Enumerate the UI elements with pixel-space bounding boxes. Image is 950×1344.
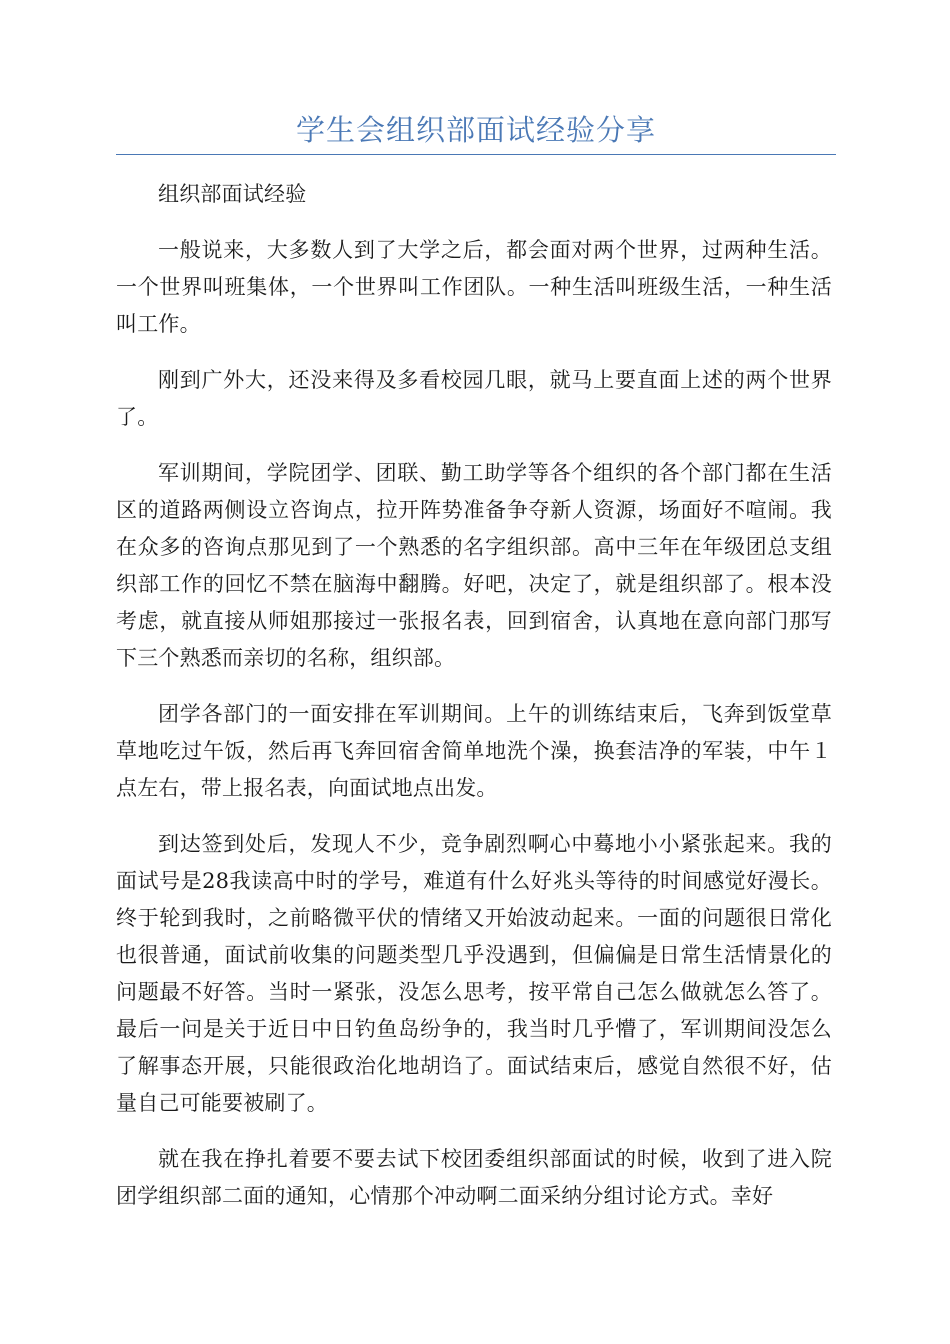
paragraph: 刚到广外大，还没来得及多看校园几眼，就马上要直面上述的两个世界了。 bbox=[116, 368, 832, 429]
document-title: 学生会组织部面试经验分享 bbox=[295, 113, 656, 147]
document-body bbox=[116, 176, 832, 1234]
paragraph: 军训期间，学院团学、团联、勤工助学等各个组织的各个部门都在生活区的道路两侧设立咨询点，拉开阵势准备争夺新人资源，场面好不喧闹。我在众多的咨询点那见到了一个熟悉的名字组织部。高中三年在年级团总支组织部工作的回忆不禁在脑海中翻腾。好吧，决定了，就是组织部了。根本没考虑，就直接从师姐那接过一张报名表，回到宿舍，认真地在意向部门那写下三个熟悉而亲切的名称，组织部。 bbox=[116, 461, 832, 670]
paragraph: 到达签到处后，发现人不少，竞争剧烈啊心中蓦地小小紧张起来。我的面试号是28我读高中时的学号，难道有什么好兆头等待的时间感觉好漫长。终于轮到我时，之前略微平伏的情绪又开始波动起来。一面的问题很日常化也很普通，面试前收集的问题类型几乎没遇到，但偏偏是日常生活情景化的问题最不好答。当时一紧张，没怎么思考，按平常自己怎么做就怎么答了。最后一问是关于近日中日钓鱼岛纷争的，我当时几乎懵了，军训期间没怎么了解事态开展，只能很政治化地胡诌了。面试结束后，感觉自然很不好，估量自己可能要被刷了。 bbox=[116, 832, 832, 1115]
paragraph: 一般说来，大多数人到了大学之后，都会面对两个世界，过两种生活。一个世界叫班集体，一个世界叫工作团队。一种生活叫班级生活，一种生活叫工作。 bbox=[116, 238, 832, 336]
paragraph-heading: 组织部面试经验 bbox=[158, 182, 307, 206]
paragraph: 就在我在挣扎着要不要去试下校团委组织部面试的时候，收到了进入院团学组织部二面的通知，心情那个冲动啊二面采纳分组讨论方式。幸好 bbox=[116, 1147, 832, 1208]
title-underline bbox=[116, 154, 836, 155]
paragraph: 团学各部门的一面安排在军训期间。上午的训练结束后，飞奔到饭堂草草地吃过午饭，然后再飞奔回宿舍简单地洗个澡，换套洁净的军装，中午１点左右，带上报名表，向面试地点出发。 bbox=[116, 702, 832, 800]
